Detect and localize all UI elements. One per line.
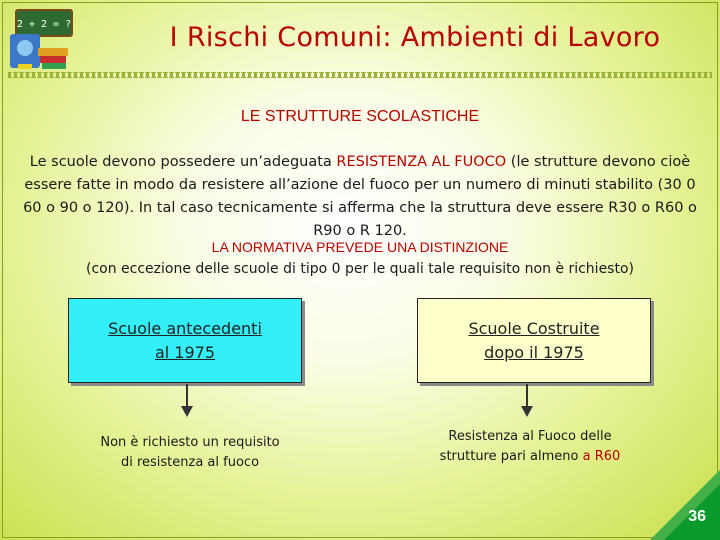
caption-before-1975 [65, 433, 315, 473]
caption-after-1975 [405, 427, 655, 467]
page-title: I Rischi Comuni: Ambienti di Lavoro [169, 22, 661, 53]
section-subtitle: LE STRUTTURE SCOLASTICHE [240, 108, 480, 125]
box-right-line2: dopo il 1975 [484, 342, 584, 362]
box-schools-after-1975 [417, 298, 651, 383]
title-divider [8, 72, 712, 78]
box-schools-before-1975 [68, 298, 302, 383]
intro-paragraph [18, 151, 702, 243]
caption-right-line2: strutture pari almeno [439, 449, 583, 464]
intro-text-1: Le scuole devono possedere un’adeguata [29, 154, 337, 170]
logo-board-text: 2 + 2 = ? [16, 19, 72, 30]
arrow-down-icon [180, 384, 194, 418]
box-right-line1: Scuole Costruite [468, 318, 600, 338]
intro-text-2: (le strutture devono cioè essere fatte in modo da resistere all’azione del fuoco per un numero di minuti stabilito (30 0 60 o 90 o 120). In tal caso tecnicamente si afferma che la struttura deve essere R30 o R60 o R90 o R 120. [23, 154, 697, 239]
intro-highlight: RESISTENZA AL FUOCO [336, 154, 507, 170]
regulation-line: LA NORMATIVA PREVEDE UNA DISTINZIONE [211, 239, 509, 255]
caption-right-line1: Resistenza al Fuoco delle [448, 429, 612, 444]
page-number: 36 [688, 508, 706, 525]
page-corner-shape [650, 470, 720, 540]
caption-left-line2: di resistenza al fuoco [120, 455, 260, 470]
arrow-down-icon [520, 384, 534, 418]
regulation-exception: (con eccezione delle scuole di tipo 0 per le quali tale requisito non è richiesto) [85, 261, 634, 277]
caption-right-highlight: a R60 [582, 449, 621, 464]
box-left-line2: al 1975 [154, 342, 216, 362]
box-left-line1: Scuole antecedenti [108, 318, 262, 338]
caption-left-line1: Non è richiesto un requisito [100, 435, 280, 450]
school-logo-icon [8, 8, 74, 72]
